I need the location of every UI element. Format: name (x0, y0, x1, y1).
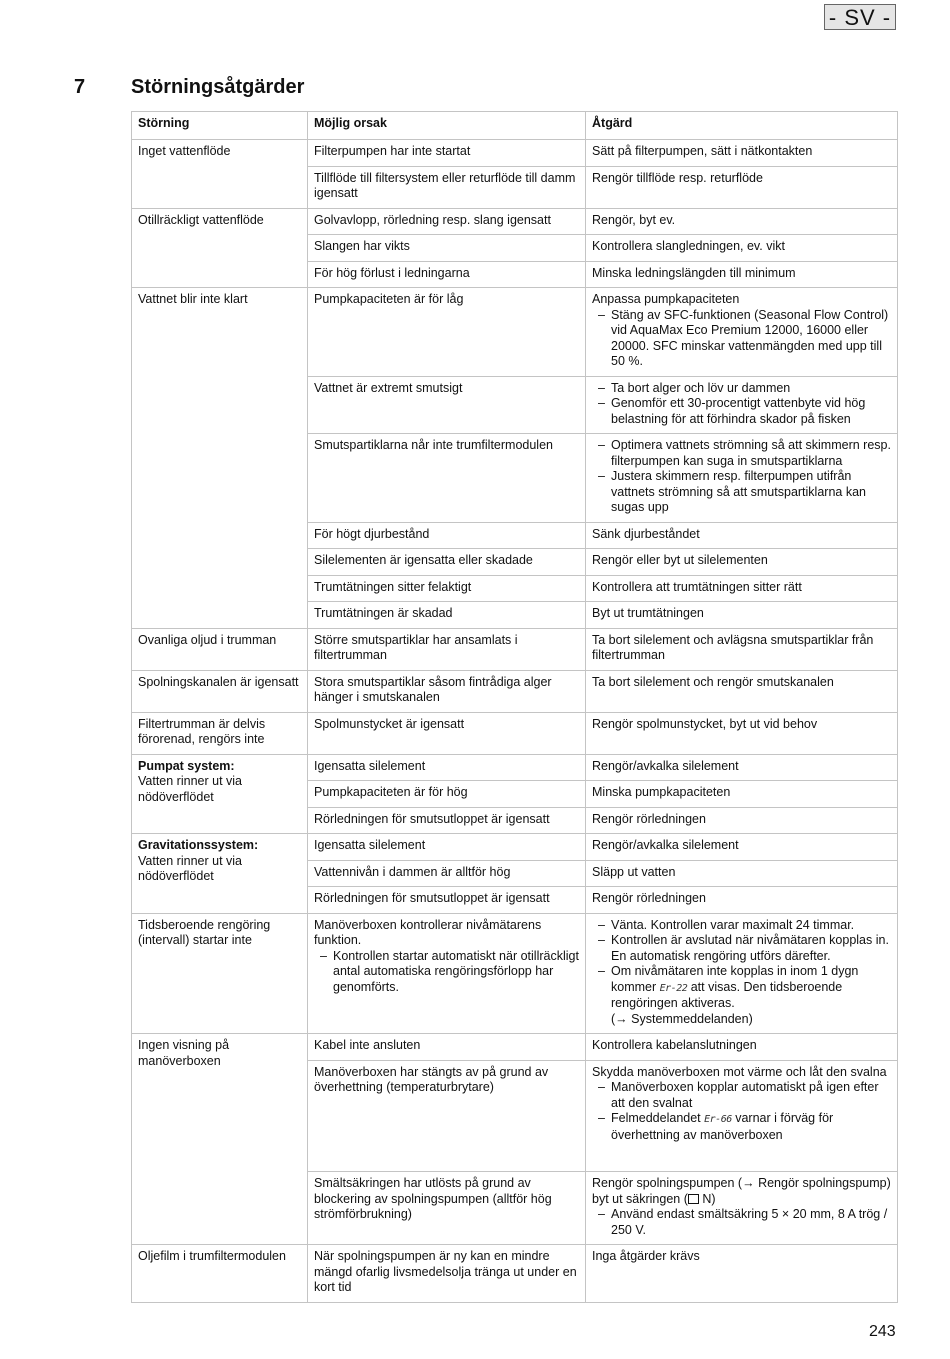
cause-text: Manöverboxen kontrollerar nivåmätarens funktion. (314, 917, 542, 947)
cause-cell: Pumpkapaciteten är för hög (308, 781, 586, 808)
cause-list (314, 949, 579, 996)
fault-cell: Oljefilm i trumfiltermodulen (132, 1245, 308, 1303)
cause-cell: Vattnet är extremt smutsigt (308, 376, 586, 434)
table-row (132, 1034, 898, 1061)
language-badge: - SV - (824, 4, 896, 30)
action-cell (586, 434, 898, 523)
cause-cell: När spolningspumpen är ny kan en mindre mängd ofarlig livsmedelsolja tränga ut under en kort tid (308, 1245, 586, 1303)
cause-cell: Spolmunstycket är igensatt (308, 712, 586, 754)
action-text: Skydda manöverboxen mot värme och låt den svalna (592, 1064, 887, 1079)
table-row (132, 670, 898, 712)
action-cell: Rengör/avkalka silelement (586, 754, 898, 781)
list-item: – Stäng av SFC-funktionen (Seasonal Flow Control) vid AquaMax Eco Premium 12000, 16000 eller 20000. SFC minskar vattenmängden med upp till 50 %. (604, 308, 891, 370)
cause-cell: För högt djurbestånd (308, 522, 586, 549)
cause-cell: För hög förlust i ledningarna (308, 261, 586, 288)
cause-cell: Smutspartiklarna når inte trumfiltermodulen (308, 434, 586, 523)
list-item (604, 1111, 891, 1143)
action-text: Anpassa pumpkapaciteten (592, 292, 740, 306)
cause-cell: Tillflöde till filtersystem eller returflöde till damm igensatt (308, 166, 586, 208)
cause-cell: Större smutspartiklar har ansamlats i filtertrumman (308, 628, 586, 670)
fault-cell: Filtertrumman är delvis förorenad, rengörs inte (132, 712, 308, 754)
list-item (604, 964, 891, 1027)
cause-cell: Slangen har vikts (308, 235, 586, 262)
list-item: – Använd endast smältsäkring 5 × 20 mm, 8 A trög / 250 V. (604, 1207, 891, 1238)
chapter-number: 7 (74, 76, 86, 98)
table-row (132, 208, 898, 235)
fault-cell (132, 754, 308, 834)
action-cell: Ta bort silelement och rengör smutskanalen (586, 670, 898, 712)
action-cell: Minska ledningslängden till minimum (586, 261, 898, 288)
list-item-text: Felmeddelandet (611, 1111, 701, 1125)
table-row (132, 913, 898, 1034)
action-cell (586, 1172, 898, 1245)
fault-cell: Otillräckligt vattenflöde (132, 208, 308, 288)
table-header-row (132, 112, 898, 140)
list-item: – Ta bort alger och löv ur dammen (604, 381, 891, 397)
cause-cell: Filterpumpen har inte startat (308, 140, 586, 167)
table-row (132, 712, 898, 754)
action-cell: Rengör spolmunstycket, byt ut vid behov (586, 712, 898, 754)
page-number: 243 (869, 1323, 896, 1340)
action-cell (586, 913, 898, 1034)
action-list (592, 918, 891, 1028)
action-cell: Minska pumpkapaciteten (586, 781, 898, 808)
action-list (592, 381, 891, 428)
list-item: – Vänta. Kontrollen varar maximalt 24 timmar. (604, 918, 891, 934)
list-item: – Genomför ett 30-procentigt vattenbyte vid hög belastning för att förhindra skador på fisken (604, 396, 891, 427)
action-cell: Släpp ut vatten (586, 860, 898, 887)
cause-cell: Silelementen är igensatta eller skadade (308, 549, 586, 576)
fault-cell: Spolningskanalen är igensatt (132, 670, 308, 712)
action-cell (586, 288, 898, 377)
action-cell: Kontrollera att trumtätningen sitter rätt (586, 575, 898, 602)
cause-cell: Golvavlopp, rörledning resp. slang igensatt (308, 208, 586, 235)
action-cell: Byt ut trumtätningen (586, 602, 898, 629)
cause-cell: Rörledningen för smutsutloppet är igensatt (308, 807, 586, 834)
fault-text: Vatten rinner ut via nödöverflödet (138, 853, 242, 883)
action-text: N) (698, 1191, 716, 1206)
cause-cell: Rörledningen för smutsutloppet är igensatt (308, 887, 586, 914)
cause-cell: Trumtätningen sitter felaktigt (308, 575, 586, 602)
action-list (592, 308, 891, 370)
action-cell: Rengör/avkalka silelement (586, 834, 898, 861)
list-item: – Manöverboxen kopplar automatiskt på igen efter att den svalnat (604, 1080, 891, 1111)
chapter-box-icon (688, 1194, 699, 1204)
action-cell: Rengör, byt ev. (586, 208, 898, 235)
fault-system-label: Gravitationssystem: (138, 838, 259, 852)
cause-cell: Igensatta silelement (308, 834, 586, 861)
cause-cell: Manöverboxen har stängts av på grund av överhettning (temperaturbrytare) (308, 1060, 586, 1172)
action-cell: Kontrollera kabelanslutningen (586, 1034, 898, 1061)
list-item: – Kontrollen är avslutad när nivåmätaren kopplas in. En automatisk rengöring utförs därefter. (604, 933, 891, 964)
error-code-er22: Er-22 (659, 982, 688, 994)
action-cell: Rengör rörledningen (586, 807, 898, 834)
action-cell: Sätt på filterpumpen, sätt i nätkontakten (586, 140, 898, 167)
column-header-fault: Störning (132, 112, 308, 140)
cause-cell (308, 913, 586, 1034)
fault-cell: Tidsberoende rengöring (intervall) startar inte (132, 913, 308, 1034)
action-text: Rengör spolningspumpen (→ Rengör spolningspump) byt ut säkringen ( (592, 1176, 891, 1206)
action-list (592, 438, 891, 516)
fault-system-label: Pumpat system: (138, 758, 235, 773)
troubleshooting-table (131, 111, 898, 1303)
fault-cell (132, 834, 308, 914)
column-header-action: Åtgärd (586, 112, 898, 140)
chapter-title: Störningsåtgärder (131, 76, 305, 98)
action-cell: Ta bort silelement och avlägsna smutspartiklar från filtertrumman (586, 628, 898, 670)
table-row (132, 140, 898, 167)
fault-cell: Vattnet blir inte klart (132, 288, 308, 629)
fault-cell: Ovanliga oljud i trumman (132, 628, 308, 670)
table-row (132, 754, 898, 781)
list-item: – Justera skimmern resp. filterpumpen utifrån vattnets strömning så att smutspartiklarna kan sugas upp (604, 469, 891, 516)
cause-cell: Smältsäkringen har utlösts på grund av blockering av spolningspumpen (alltför hög strömförbrukning) (308, 1172, 586, 1245)
cause-cell: Pumpkapaciteten är för låg (308, 288, 586, 377)
reference-link: (→ Systemmeddelanden) (611, 1011, 753, 1026)
list-item: – Kontrollen startar automatiskt när otillräckligt antal automatiska rengöringsförlopp har genomförts. (326, 949, 579, 996)
action-cell (586, 376, 898, 434)
cause-cell: Vattennivån i dammen är alltför hög (308, 860, 586, 887)
action-cell: Rengör eller byt ut silelementen (586, 549, 898, 576)
action-list (592, 1080, 891, 1143)
action-cell: Rengör tillflöde resp. returflöde (586, 166, 898, 208)
fault-cell: Inget vattenflöde (132, 140, 308, 209)
list-item: – Optimera vattnets strömning så att skimmern resp. filterpumpen kan suga in smutspartiklarna (604, 438, 891, 469)
action-list (592, 1207, 891, 1238)
table-row (132, 1245, 898, 1303)
table-row (132, 288, 898, 377)
cause-cell: Trumtätningen är skadad (308, 602, 586, 629)
action-cell: Kontrollera slangledningen, ev. vikt (586, 235, 898, 262)
action-cell: Inga åtgärder krävs (586, 1245, 898, 1303)
list-item-text: varnar i förväg för överhettning av manöverboxen (611, 1111, 834, 1142)
error-code-er66: Er-66 (704, 1114, 732, 1125)
list-item-text: Om nivåmätaren inte kopplas in inom 1 dygn kommer (611, 964, 859, 994)
table-row (132, 628, 898, 670)
table-row (132, 834, 898, 861)
cause-cell: Igensatta silelement (308, 754, 586, 781)
fault-cell: Ingen visning på manöverboxen (132, 1034, 308, 1245)
action-cell (586, 1060, 898, 1172)
list-item-text: att visas. Den tidsberoende rengöringen aktiveras. (611, 979, 843, 1010)
action-cell: Sänk djurbeståndet (586, 522, 898, 549)
column-header-cause: Möjlig orsak (308, 112, 586, 140)
action-cell: Rengör rörledningen (586, 887, 898, 914)
cause-cell: Kabel inte ansluten (308, 1034, 586, 1061)
fault-text: Vatten rinner ut via nödöverflödet (138, 774, 242, 804)
cause-cell: Stora smutspartiklar såsom fintrådiga alger hänger i smutskanalen (308, 670, 586, 712)
